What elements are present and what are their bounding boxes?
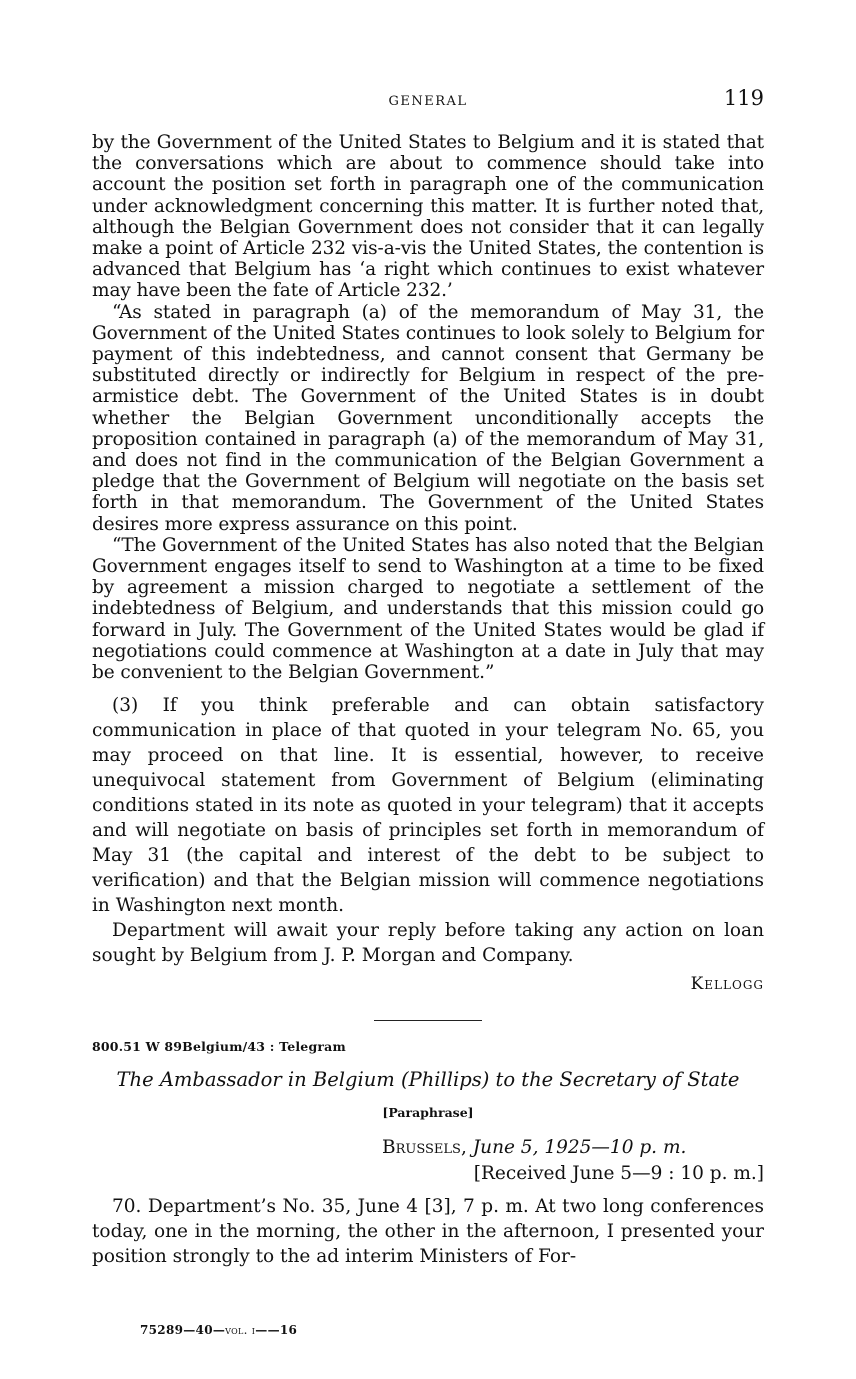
volume-label: vol. i	[225, 1323, 256, 1337]
page-header	[92, 86, 764, 118]
signature: Kellogg	[690, 974, 764, 995]
quoted-note	[92, 132, 764, 683]
paraphrase-note: [Paraphrase]	[382, 1105, 474, 1121]
dateline-place: Brussels,	[382, 1137, 467, 1159]
instruction-paragraph-loan: Department will await your reply before taking any action on loan sought by Belgium from J. P. Morgan and Company.	[92, 920, 764, 967]
page-footer	[140, 1323, 297, 1337]
quoted-paragraph-2: “As stated in paragraph (a) of the memorandum of May 31, the Government of the United States continues to look solely to Belgium for payment of this indebtedness, and cannot consent that Germany be substituted directly or indirectly for Belgium in respect of the pre-armistice debt. The Government of the United States is in doubt whether the Belgian Government unconditionally accepts the proposition contained in paragraph (a) of the memorandum of May 31, and does not find in the communication of the Belgian Government a pledge that the Government of Belgium will negotiate on the basis set forth in that memorandum. The Government of the United States desires more express assurance on this point.	[92, 301, 764, 535]
printer-code: 75289—40—	[140, 1323, 226, 1337]
running-head: GENERAL	[388, 94, 468, 109]
document-page	[92, 86, 764, 1269]
document-title: The Ambassador in Belgium (Phillips) to the Secretary of State	[116, 1068, 740, 1092]
quoted-paragraph-3: “The Government of the United States has also noted that the Belgian Government engages itself to send to Washington at a time to be fixed by agreement a mission charged to negotiate a settlement of the indebtedness of Belgium, and understands that this mission could go forward in July. The Government of the United States would be glad if negotiations could commence at Washington at a date in July that may be convenient to the Belgian Government.”	[92, 534, 764, 684]
dateline	[382, 1136, 764, 1160]
instructions	[92, 693, 764, 994]
telegram-body	[92, 1194, 764, 1269]
dateline-date: June 5, 1925—10 p. m.	[472, 1137, 687, 1159]
page-number: 119	[723, 86, 764, 110]
telegram-paragraph: 70. Department’s No. 35, June 4 [3], 7 p. m. At two long conferences today, one in the morning, the other in the afternoon, I presented your position strongly to the ad interim Ministers of For-	[92, 1196, 764, 1268]
quoted-paragraph-1: by the Government of the United States to Belgium and it is stated that the conversations which are about to commence should take into account the position set forth in paragraph one of the communication under acknowledgment concerning this matter. It is further noted that, although the Belgian Government does not consider that it can legally make a point of Article 232 vis-a-vis the United States, the contention is advanced that Belgium has ‘a right which continues to exist whatever may have been the fate of Article 232.’	[92, 132, 764, 302]
sheet-number: ——16	[255, 1323, 298, 1337]
section-divider	[374, 1020, 482, 1021]
file-reference: 800.51 W 89Belgium/43 : Telegram	[92, 1039, 346, 1055]
received-note: [Received June 5—9 : 10 p. m.]	[473, 1163, 764, 1185]
instruction-paragraph-3: (3) If you think preferable and can obtain satisfactory communication in place of that quoted in your telegram No. 65, you may proceed on that line. It is essential, however, to receive unequivocal statement from Government of Belgium (eliminating conditions stated in its note as quoted in your telegram) that it accepts and will negotiate on basis of principles set forth in memorandum of May 31 (the capital and interest of the debt to be subject to verification) and that the Belgian mission will commence negotiations in Washington next month.	[92, 695, 764, 917]
